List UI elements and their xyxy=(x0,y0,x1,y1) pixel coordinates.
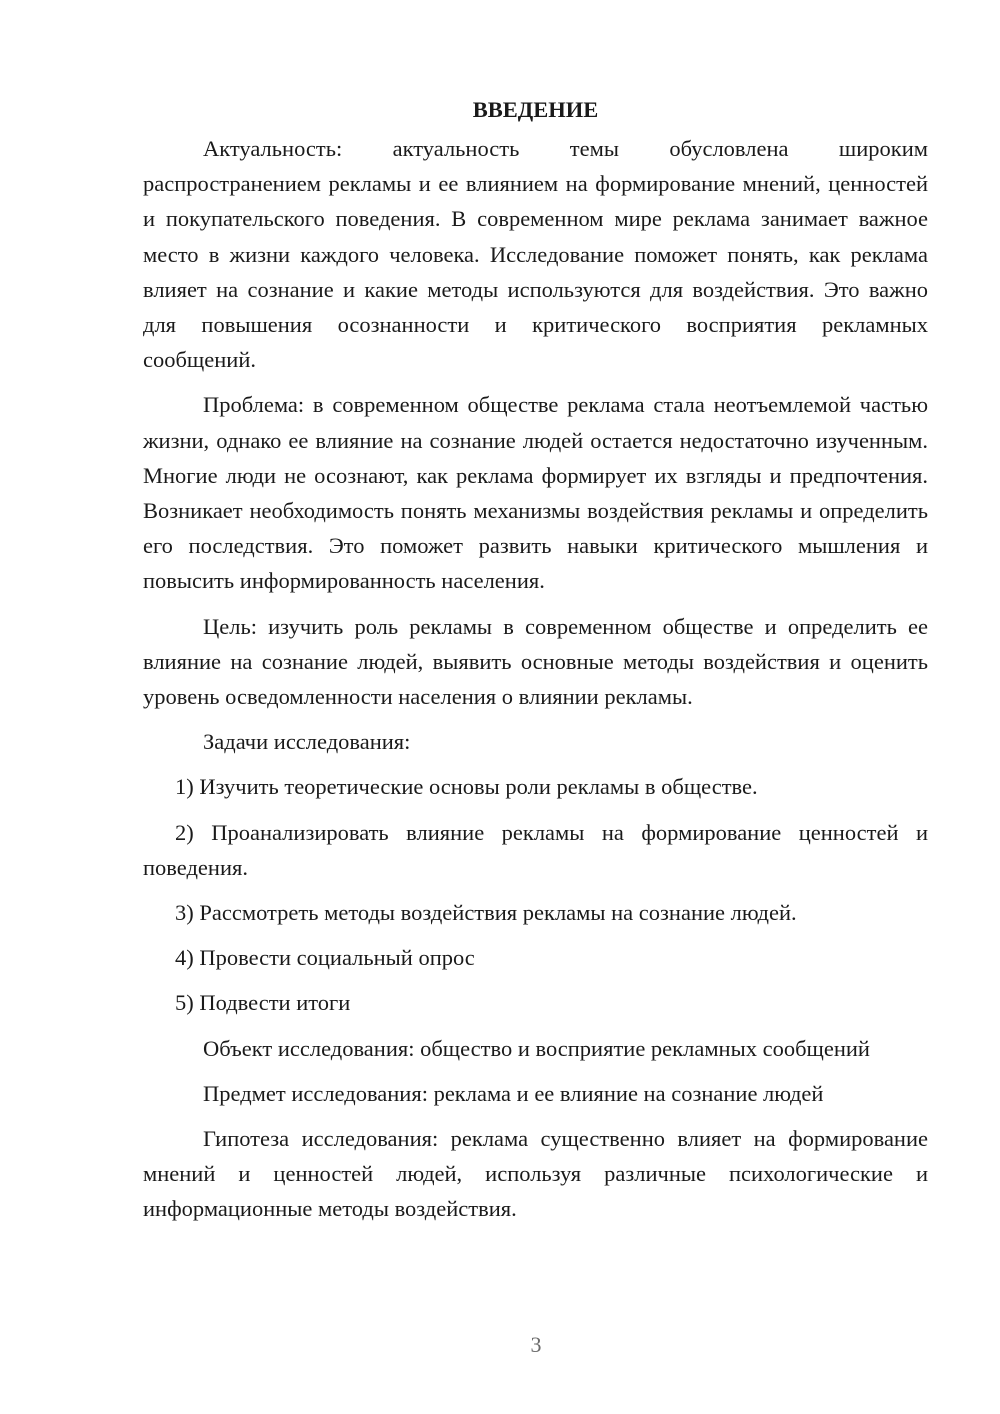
paragraph-subject: Предмет исследования: реклама и ее влияние на сознание людей xyxy=(203,1080,824,1106)
task-item-1: 1) Изучить теоретические основы роли рекламы в обществе. xyxy=(175,774,758,800)
task-item-3: 3) Рассмотреть методы воздействия рекламы на сознание людей. xyxy=(175,900,797,926)
section-title: ВВЕДЕНИЕ xyxy=(472,97,599,122)
task-item-4: 4) Провести социальный опрос xyxy=(175,945,475,971)
page-number: 3 xyxy=(530,1332,542,1357)
paragraph-goal: Цель: изучить роль рекламы в современном обществе и определить ее влияние на сознание людей, выявить основные методы воздействия и оценить уровень осведомленности населения о влиянии рекламы. xyxy=(143,613,928,710)
paragraph-problem: Проблема: в современном обществе реклама стала неотъемлемой частью жизни, однако ее влияние на сознание людей остается недостаточно изученным. Многие люди не осознают, как реклама формирует их взгляды и предпочтения. Возникает необходимость понять механизмы воздействия рекламы и определить его последствия. Это поможет развить навыки критического мышления и повысить информированность населения. xyxy=(143,392,928,594)
paragraph-hypothesis: Гипотеза исследования: реклама существенно влияет на формирование мнений и ценностей людей, используя различные психологические и информационные методы воздействия. xyxy=(143,1126,928,1222)
paragraph-tasks-heading: Задачи исследования: xyxy=(203,729,411,755)
document-page xyxy=(143,92,928,1237)
paragraph-object: Объект исследования: общество и восприятие рекламных сообщений xyxy=(203,1035,870,1061)
task-item-5: 5) Подвести итоги xyxy=(175,990,351,1016)
paragraph-relevance: Актуальность: актуальность темы обусловлена широким распространением рекламы и ее влиянием на формирование мнений, ценностей и покупательского поведения. В современном мире реклама занимает важное место в жизни каждого человека. Исследование поможет понять, как реклама влияет на сознание и какие методы используются для воздействия. Это важно для повышения осознанности и критического восприятия рекламных сообщений. xyxy=(143,136,928,373)
task-item-2: 2) Проанализировать влияние рекламы на формирование ценностей и поведения. xyxy=(143,819,928,880)
